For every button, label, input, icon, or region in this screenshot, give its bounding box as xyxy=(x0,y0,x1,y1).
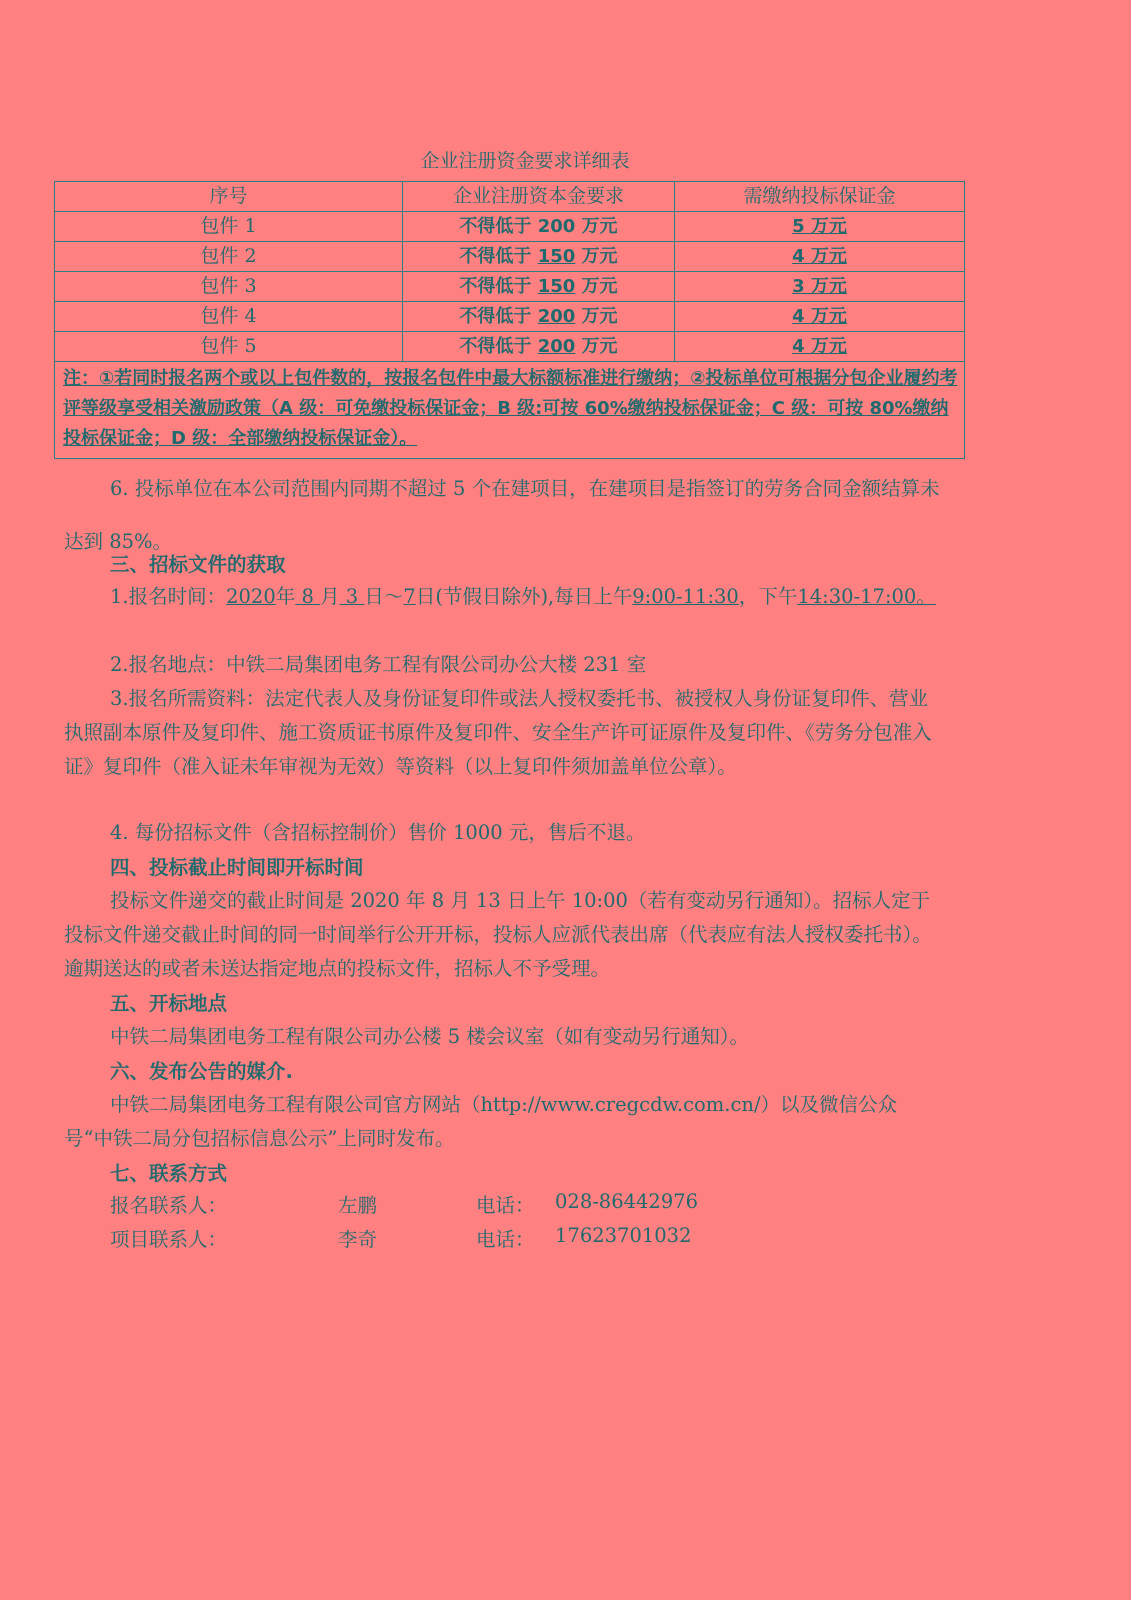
table-row xyxy=(55,212,965,242)
contact-role: 报名联系人： xyxy=(110,1194,228,1217)
table-row xyxy=(55,242,965,272)
section-4-paragraph: 投标文件递交的截止时间是 2020 年 8 月 13 日上午 10:00（若有变动另行通知）。招标人定于投标文件递交截止时间的同一时间举行公开开标，投标人应派代表出席（代表应有法人授权委托书）。逾期送达的或者未送达指定地点的投标文件，招标人不予受理。 xyxy=(64,889,932,980)
section-7-heading: 七、联系方式 xyxy=(110,1162,228,1185)
capital-cell: 不得低于 200 万元 xyxy=(403,332,675,362)
contact-phone: 17623701032 xyxy=(555,1224,692,1247)
table-note-row xyxy=(55,362,965,459)
package-cell: 包件 2 xyxy=(55,242,403,272)
item-6-paragraph: 6. 投标单位在本公司范围内同期不超过 5 个在建项目，在建项目是指签订的劳务合同金额结算未达到 85%。 xyxy=(64,477,940,553)
package-cell: 包件 1 xyxy=(55,212,403,242)
contact-phone-label: 电话： xyxy=(476,1194,535,1217)
contact-phone-label: 电话： xyxy=(476,1228,535,1251)
package-cell: 包件 3 xyxy=(55,272,403,302)
table-row xyxy=(55,332,965,362)
registration-place-paragraph: 2.报名地点：中铁二局集团电务工程有限公司办公大楼 231 室 xyxy=(110,653,647,676)
document-price-paragraph: 4. 每份招标文件（含招标控制价）售价 1000 元，售后不退。 xyxy=(110,821,646,844)
header-seq: 序号 xyxy=(55,182,403,212)
table-row xyxy=(55,272,965,302)
deposit-cell: 3 万元 xyxy=(675,272,965,302)
capital-cell: 不得低于 150 万元 xyxy=(403,272,675,302)
contact-name: 左鹏 xyxy=(338,1194,378,1217)
header-capital: 企业注册资本金要求 xyxy=(403,182,675,212)
registration-capital-table xyxy=(54,181,965,459)
deposit-cell: 4 万元 xyxy=(675,302,965,332)
capital-cell: 不得低于 150 万元 xyxy=(403,242,675,272)
header-deposit: 需缴纳投标保证金 xyxy=(675,182,965,212)
section-5-paragraph: 中铁二局集团电务工程有限公司办公楼 5 楼会议室（如有变动另行通知）。 xyxy=(110,1025,750,1048)
package-cell: 包件 4 xyxy=(55,302,403,332)
registration-time-paragraph: 1.报名时间：2020年 8 月 3 日～7日(节假日除外),每日上午9:00-11:30，下午14:30-17:00。 xyxy=(110,585,936,608)
section-6-paragraph: 中铁二局集团电务工程有限公司官方网站（http://www.cregcdw.com.cn/）以及微信公众号“中铁二局分包招标信息公示”上同时发布。 xyxy=(64,1093,898,1150)
table-header-row xyxy=(55,182,965,212)
registration-materials-paragraph: 3.报名所需资料：法定代表人及身份证复印件或法人授权委托书、被授权人身份证复印件、营业执照副本原件及复印件、施工资质证书原件及复印件、安全生产许可证原件及复印件、《劳务分包准入证》复印件（准入证未年审视为无效）等资料（以上复印件须加盖单位公章）。 xyxy=(64,687,932,778)
section-6-heading: 六、发布公告的媒介. xyxy=(110,1060,293,1083)
deposit-cell: 4 万元 xyxy=(675,242,965,272)
contact-phone: 028-86442976 xyxy=(555,1190,699,1213)
deposit-cell: 4 万元 xyxy=(675,332,965,362)
table-row xyxy=(55,302,965,332)
section-3-heading: 三、招标文件的获取 xyxy=(110,553,286,576)
capital-cell: 不得低于 200 万元 xyxy=(403,212,675,242)
deposit-cell: 5 万元 xyxy=(675,212,965,242)
table-title: 企业注册资金要求详细表 xyxy=(420,150,630,172)
table-note: 注：①若同时报名两个或以上包件数的，按报名包件中最大标额标准进行缴纳；②投标单位可根据分包企业履约考评等级享受相关激励政策（A 级：可免缴投标保证金；B 级:可按 60%缴纳投标保证金；C 级：可按 80%缴纳投标保证金；D 级：全部缴纳投标保证金）。 xyxy=(55,362,965,459)
section-5-heading: 五、开标地点 xyxy=(110,992,228,1015)
package-cell: 包件 5 xyxy=(55,332,403,362)
contact-name: 李奇 xyxy=(338,1228,378,1251)
contact-role: 项目联系人： xyxy=(110,1228,228,1251)
section-4-heading: 四、投标截止时间即开标时间 xyxy=(110,856,364,879)
capital-cell: 不得低于 200 万元 xyxy=(403,302,675,332)
